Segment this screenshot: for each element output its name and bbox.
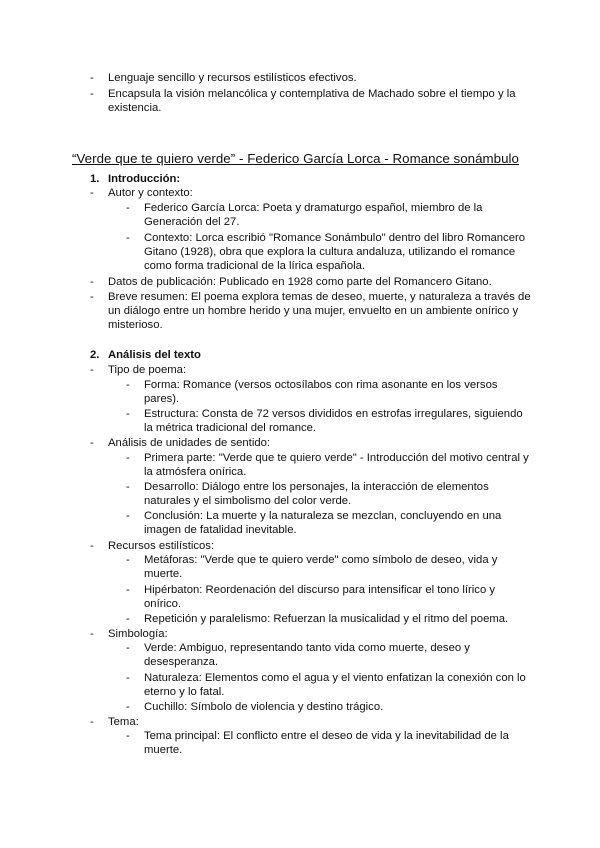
sub-bullet-dash: - [126,408,130,420]
sub-bullet-dash: - [126,379,130,391]
sub-bullet-text: Primera parte: "Verde que te quiero verde" - Introducción del motivo central y [144,452,529,464]
sub-bullet-text: la atmósfera onírica. [144,466,247,478]
sub-bullet-dash: - [126,202,130,214]
section-number: 2. [90,349,100,361]
bullet-dash: - [90,276,94,288]
poem-title: “Verde que te quiero verde” - Federico García Lorca - Romance sonámbulo [72,151,520,166]
section-number: 1. [90,173,100,185]
sub-bullet-dash: - [126,613,130,625]
sub-bullet-text: muerte. [144,568,183,580]
sub-bullet-text: imagen de fatalidad inevitable. [144,524,297,536]
bullet-label: Tipo de poema: [108,364,187,376]
sub-bullet-text: desesperanza. [144,656,219,668]
sub-bullet-dash: - [126,584,130,596]
sub-bullet-text: Hipérbaton: Reordenación del discurso para intensificar el tono lírico y [144,584,496,596]
sub-bullet-dash: - [126,730,130,742]
bullet-text: Datos de publicación: Publicado en 1928 como parte del Romancero Gitano. [108,276,492,288]
sub-bullet-text: Forma: Romance (versos octosílabos con rima asonante en los versos [144,379,498,391]
sub-bullet-text: Contexto: Lorca escribió "Romance Sonámbulo" dentro del libro Romancero [144,232,526,244]
bullet-label: Análisis de unidades de sentido: [108,437,271,449]
section-heading: Análisis del texto [108,349,201,361]
bullet-label: Recursos estilísticos: [108,540,215,552]
sub-bullet-text: Verde: Ambiguo, representando tanto vida como muerte, deseo y [144,642,470,654]
sub-bullet-text: Generación del 27. [144,216,240,228]
bullet-label: Autor y contexto: [108,187,193,199]
sub-bullet-text: Cuchillo: Símbolo de violencia y destino trágico. [144,701,384,713]
sub-bullet-text: Desarrollo: Diálogo entre los personajes, la interacción de elementos [144,481,489,493]
sub-bullet-dash: - [126,481,130,493]
sub-bullet-text: como forma tradicional de la lírica española. [144,260,366,272]
sub-bullet-dash: - [126,672,130,684]
bullet-dash: - [90,291,94,303]
bullet-text: un diálogo entre un hombre herido y una mujer, envuelto en un ambiente onírico y [108,305,519,317]
bullet-text: Encapsula la visión melancólica y contemplativa de Machado sobre el tiempo y la [108,88,516,100]
sub-bullet-text: Estructura: Consta de 72 versos divididos en estrofas irregulares, siguiendo [144,408,523,420]
sub-bullet-dash: - [126,510,130,522]
bullet-text: Lenguaje sencillo y recursos estilísticos efectivos. [108,72,357,84]
bullet-text: existencia. [108,102,162,114]
sub-bullet-dash: - [126,554,130,566]
sub-bullet-text: naturales y el simbolismo del color verde. [144,495,352,507]
sub-bullet-text: eterno y lo fatal. [144,686,225,698]
sub-bullet-dash: - [126,642,130,654]
sub-bullet-text: Metáforas: "Verde que te quiero verde" como símbolo de deseo, vida y [144,554,498,566]
bullet-dash: - [90,72,94,84]
sub-bullet-text: Repetición y paralelismo: Refuerzan la musicalidad y el ritmo del poema. [144,613,509,625]
sub-bullet-dash: - [126,701,130,713]
bullet-label: Tema: [108,716,139,728]
bullet-label: Simbología: [108,628,168,640]
bullet-dash: - [90,437,94,449]
sub-bullet-text: Tema principal: El conflicto entre el deseo de vida y la inevitabilidad de la [144,730,509,742]
bullet-dash: - [90,187,94,199]
sub-bullet-text: Federico García Lorca: Poeta y dramaturgo español, miembro de la [144,202,483,214]
bullet-dash: - [90,364,94,376]
sub-bullet-text: Conclusión: La muerte y la naturaleza se mezclan, concluyendo en una [144,510,502,522]
section-heading: Introducción: [108,173,181,185]
bullet-text: Breve resumen: El poema explora temas de deseo, muerte, y naturaleza a través de [108,291,531,303]
sub-bullet-dash: - [126,232,130,244]
bullet-dash: - [90,716,94,728]
sub-bullet-text: la métrica tradicional del romance. [144,422,317,434]
bullet-dash: - [90,540,94,552]
bullet-dash: - [90,88,94,100]
bullet-dash: - [90,628,94,640]
sub-bullet-text: Gitano (1928), obra que explora la cultura andaluza, utilizando el romance [144,246,516,258]
sub-bullet-text: muerte. [144,744,183,756]
sub-bullet-text: pares). [144,393,180,405]
sub-bullet-text: onírico. [144,598,182,610]
bullet-text: misterioso. [108,319,163,331]
sub-bullet-dash: - [126,452,130,464]
sub-bullet-text: Naturaleza: Elementos como el agua y el viento enfatizan la conexión con lo [144,672,526,684]
